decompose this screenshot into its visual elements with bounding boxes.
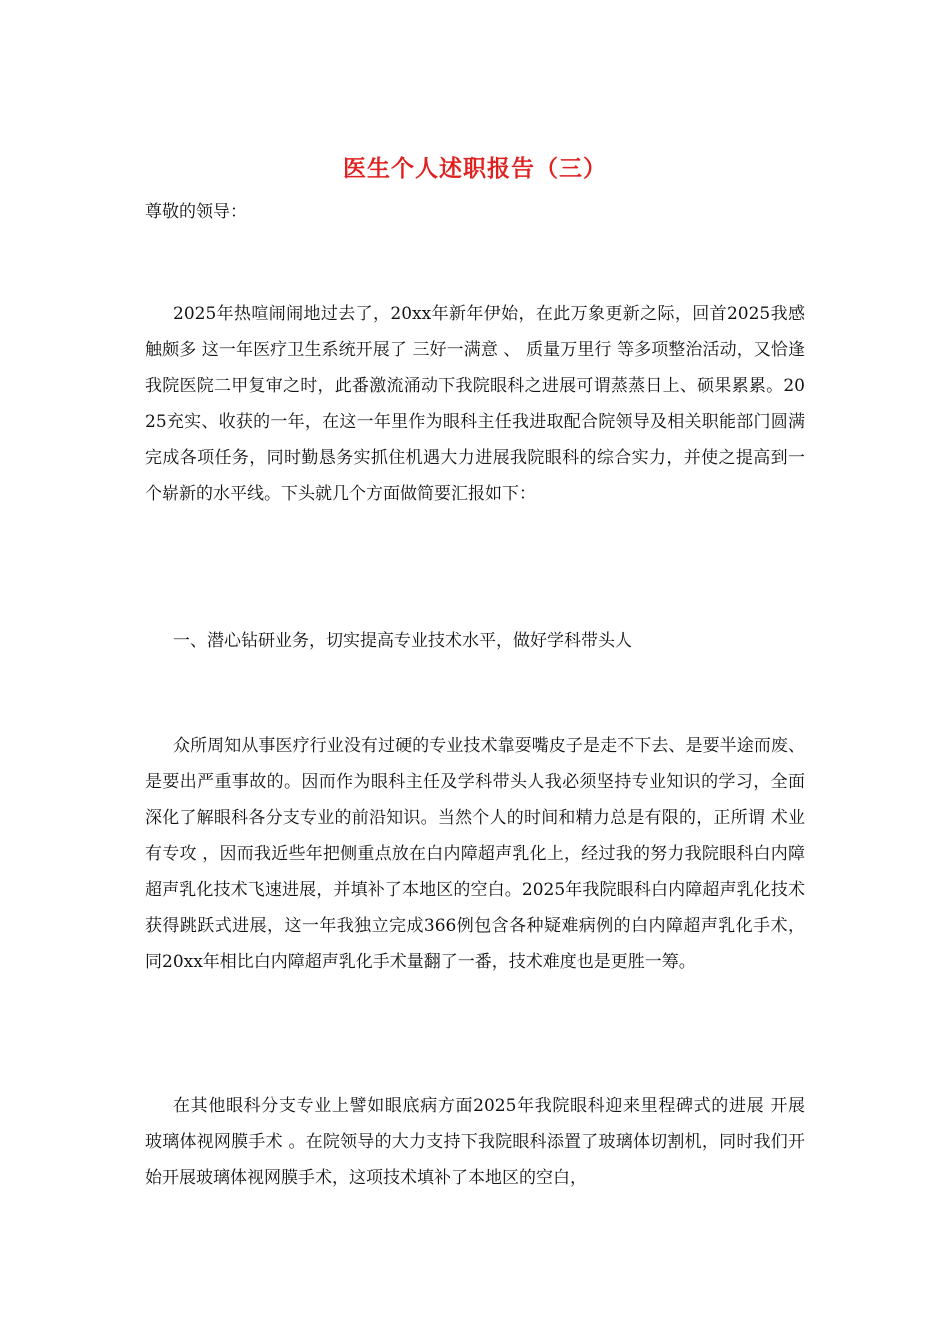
- paragraph-intro: 2025年热喧闹闹地过去了，20xx年新年伊始，在此万象更新之际，回首2025我感触颇多 这一年医疗卫生系统开展了 三好一满意 、 质量万里行 等多项整治活动，又恰逢我院医院二甲复审之时，此番激流涌动下我院眼科之进展可谓蒸蒸日上、硕果累累。2025充实、收获的一年，在这一年里作为眼科主任我进取配合院领导及相关职能部门圆满完成各项任务，同时勤恳务实抓住机遇大力进展我院眼科的综合实力，并使之提高到一个崭新的水平线。下头就几个方面做简要汇报如下：: [145, 304, 805, 504]
- document-title: 医生个人述职报告（三）: [343, 155, 607, 182]
- paragraph-professional-skills: 众所周知从事医疗行业没有过硬的专业技术靠耍嘴皮子是走不下去、是要半途而废、是要出严重事故的。因而作为眼科主任及学科带头人我必须坚持专业知识的学习，全面深化了解眼科各分支专业的前沿知识。当然个人的时间和精力总是有限的，正所谓 术业有专攻 ，因而我近些年把侧重点放在白内障超声乳化上，经过我的努力我院眼科白内障超声乳化技术飞速进展，并填补了本地区的空白。2025年我院眼科白内障超声乳化技术获得跳跃式进展，这一年我独立完成366例包含各种疑难病例的白内障超声乳化手术，同20xx年相比白内障超声乳化手术量翻了一番，技术难度也是更胜一筹。: [145, 736, 805, 972]
- section-heading-1: 一、潜心钻研业务，切实提高专业技术水平，做好学科带头人: [173, 631, 632, 651]
- salutation: 尊敬的领导：: [145, 202, 247, 222]
- paragraph-other-specialties: 在其他眼科分支专业上譬如眼底病方面2025年我院眼科迎来里程碑式的进展 开展 玻璃体视网膜手术 。在院领导的大力支持下我院眼科添置了玻璃体切割机，同时我们开始开展玻璃体视网膜手术，这项技术填补了本地区的空白，: [145, 1096, 805, 1188]
